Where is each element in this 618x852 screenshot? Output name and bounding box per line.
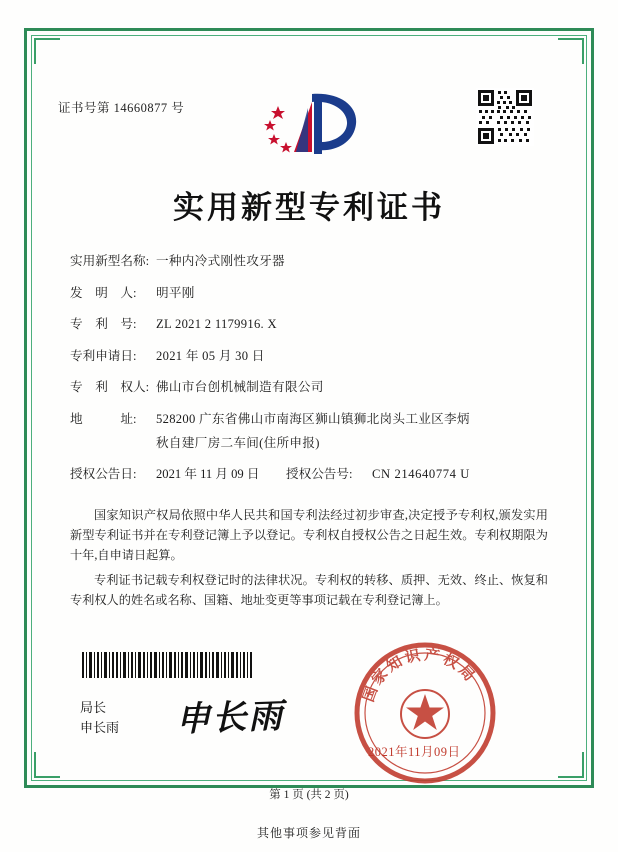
director-label xyxy=(80,698,119,738)
field-patent-number xyxy=(70,315,548,334)
svg-text:国家知识产权局: 国家知识产权局 xyxy=(359,645,481,705)
barcode-icon xyxy=(82,652,252,678)
field-address xyxy=(70,410,548,453)
cnipa-logo-icon xyxy=(248,88,368,160)
field-patentee xyxy=(70,378,548,397)
certificate-number: 证书号第 14660877 号 xyxy=(58,101,185,115)
field-value xyxy=(156,410,548,453)
field-application-date xyxy=(70,347,548,366)
address-line-1: 528200 广东省佛山市南海区狮山镇狮北岗头工业区李炳 xyxy=(156,411,470,426)
field-announcement xyxy=(70,465,548,484)
director-signature: 申长雨 xyxy=(175,696,285,740)
legal-paragraphs xyxy=(70,505,548,615)
footer-note: 其他事项参见背面 xyxy=(256,826,361,840)
announcement-date-label: 授权公告日: xyxy=(70,467,137,481)
field-label: 地 址: xyxy=(70,411,137,426)
corner-ornament-top-left xyxy=(34,38,60,64)
field-value: 佛山市台创机械制造有限公司 xyxy=(156,380,324,394)
field-value: 一种内冷式刚性攻牙器 xyxy=(156,254,285,268)
director-label-line-1: 局长 xyxy=(80,700,107,715)
announcement-number-value: CN 214640774 U xyxy=(372,467,470,481)
field-value: 2021 年 05 月 30 日 xyxy=(156,348,265,363)
field-value: 明平刚 xyxy=(156,285,195,300)
page-title: 实用新型专利证书 xyxy=(173,190,445,226)
field-value: ZL 2021 2 1179916. X xyxy=(156,317,277,331)
announcement-date-value: 2021 年 11 月 09 日 xyxy=(156,467,260,481)
corner-ornament-bottom-right xyxy=(558,752,584,778)
address-line-2: 秋自建厂房二车间(住所申报) xyxy=(156,435,320,450)
field-label: 专 利 号: xyxy=(70,317,137,331)
corner-ornament-top-right xyxy=(558,38,584,64)
corner-ornament-bottom-left xyxy=(34,752,60,778)
paragraph-1: 国家知识产权局依照中华人民共和国专利法经过初步审查,决定授予专利权,颁发实用新型专利证书并在专利登记簿上予以登记。专利权自授权公告之日起生效。专利权期限为十年,自申请日起算。 xyxy=(70,508,548,562)
seal-date: 2021年11月09日 xyxy=(368,745,461,759)
field-label: 实用新型名称: xyxy=(70,254,150,268)
field-label: 发 明 人: xyxy=(70,285,137,300)
field-label: 专 利 权人: xyxy=(70,380,150,394)
director-label-line-2: 申长雨 xyxy=(80,720,120,735)
paragraph-2: 专利证书记载专利权登记时的法律状况。专利权的转移、质押、无效、终止、恢复和专利权人的姓名或名称、国籍、地址变更等事项记载在专利登记簿上。 xyxy=(70,573,548,607)
field-inventor xyxy=(70,284,548,303)
certificate-fields xyxy=(70,252,548,497)
official-red-seal-icon xyxy=(352,640,498,786)
announcement-number-label: 授权公告号: xyxy=(286,467,353,481)
qr-code-icon xyxy=(476,88,534,146)
page-number: 第 1 页 (共 2 页) xyxy=(269,789,349,801)
field-utility-model-name xyxy=(70,252,548,271)
field-label: 专利申请日: xyxy=(70,348,137,363)
